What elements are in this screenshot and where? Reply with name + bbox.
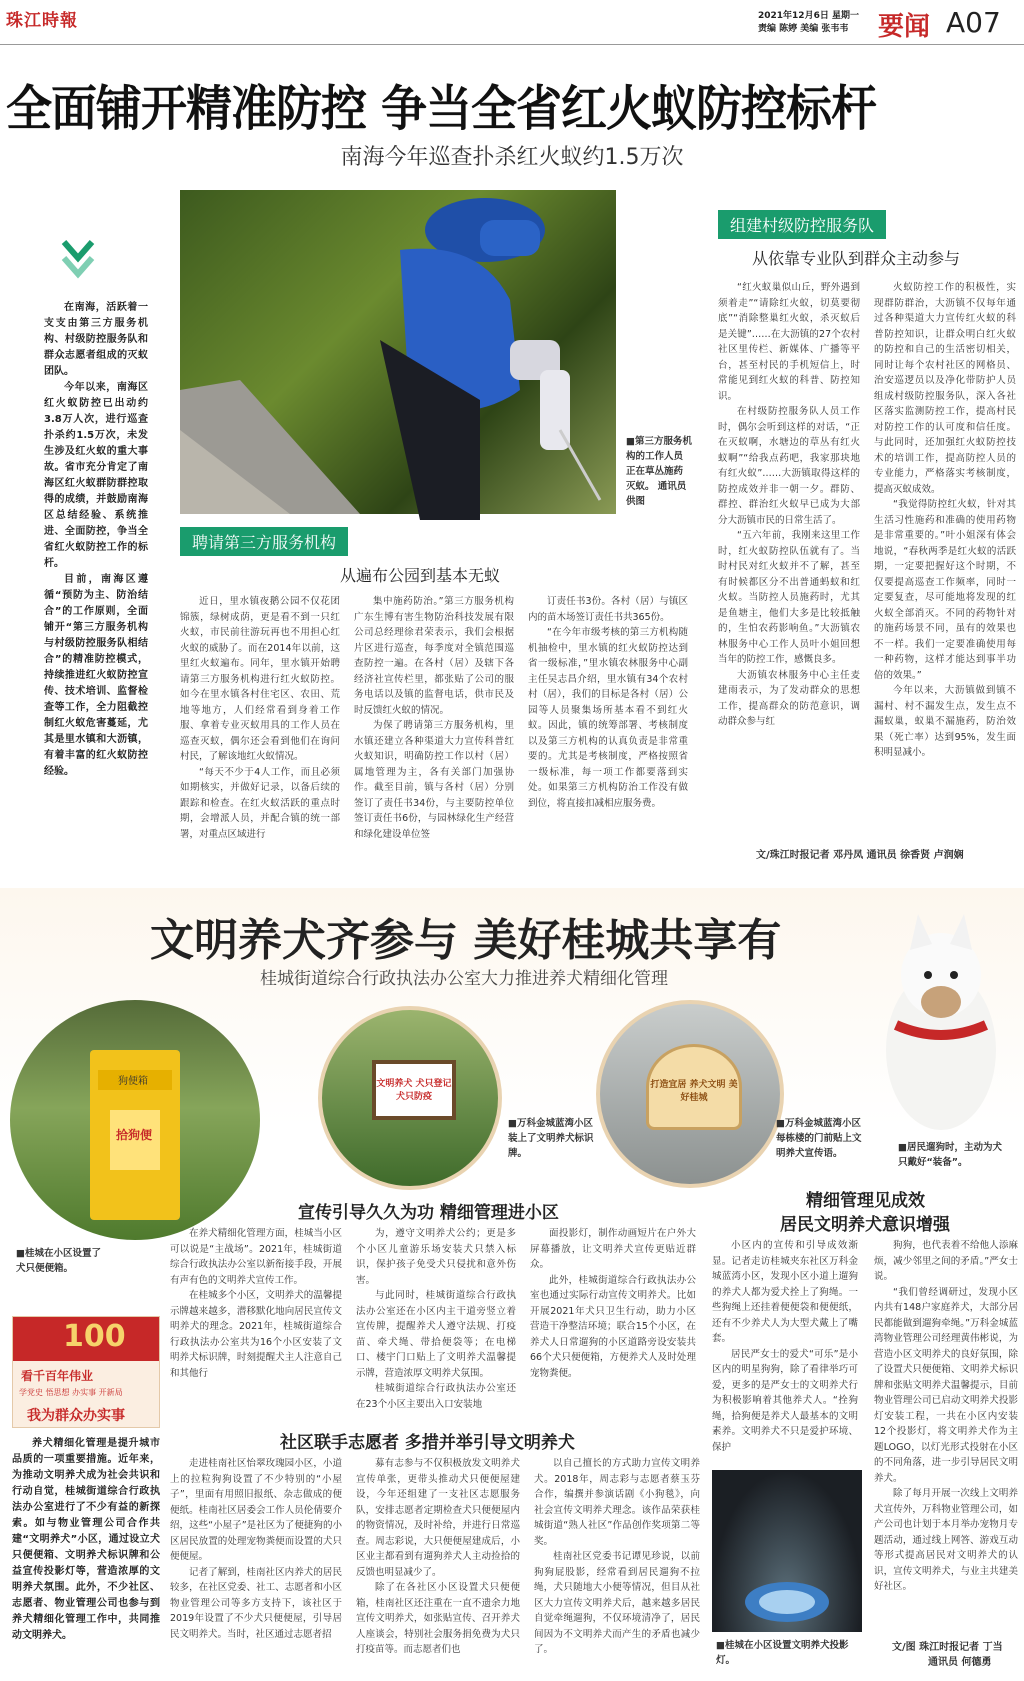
- badge-title: 我为群众办实事: [27, 1408, 125, 1424]
- body-paragraph: “每天不少于4人工作，而且必须如期核实，并做好记录，以备后续的跟踪和检查。在红火蚁活跃的重点时期，会增派人员，并配合镇的统一部署，对重点区域进行: [180, 766, 340, 840]
- sign-caption: ■万科金城蓝湾小区装上了文明养犬标识牌。: [508, 1118, 594, 1159]
- body-paragraph: 近日，里水镇夜鹅公园不仅花团锦簇，绿树成荫，更是看不到一只红火蚁，市民前往游玩再也不用担心红火蚁的威胁了。而在2014年以前，这里红火蚁遍布。同年，里水镇开始聘请第三方服务机构进行红火蚁防控。如今在里水镇各村住宅区、农田、荒地等地方，人们经常看到身着工作服、拿着专业灭蚁用具的工作人员在巡查灭蚁，偶尔还会看到他们在询问村民，了解该地红火蚁情况。: [180, 596, 340, 762]
- bin-caption: ■桂城在小区设置了犬只便便箱。: [16, 1248, 101, 1274]
- poster-caption: ■万科金城蓝湾小区每栋楼的门前贴上文明养犬宣传语。: [776, 1118, 862, 1159]
- body-paragraph: “在今年市级考核的第三方机构随机抽检中，里水镇的红火蚁防控达到省一级标准，”里水镇农林服务中心副主任吴志昌介绍，里水镇有34个农村村（居），我们的目标是各村（居）公园等人员聚集场所基本看不到红火蚁。因此，镇的统筹部署、考核制度以及第三方机构的认真负责是非常重要的。尤其是考核制度，严格按照省一级标准，每一项工作都要落到实处。如果第三方机构防治工作没有做到位，将直接扣减相应服务费。: [528, 627, 688, 809]
- article2-sec3-col2: [356, 1456, 520, 1678]
- body-paragraph: 订责任书3份。各村（居）与镇区内的苗木场签订责任书共365份。: [528, 596, 688, 623]
- dog-photo: [866, 900, 1016, 1170]
- page-number: A07: [946, 6, 1001, 39]
- intro-paragraph: 目前，南海区遵循“预防为主、防治结合”的工作原则，全面铺开“第三方服务机构与村级防控服务队相结合”的精准防控模式，持续推进红火蚁防控宣传、技术培训、监督检查等工作，全力阻截控制红火蚁危害蔓延，尤其是里水镇和大沥镇，有着丰富的红火蚁防控经验。: [44, 574, 148, 777]
- article2-sec1-col1: [170, 1226, 342, 1402]
- byline-correspondent: 通讯员 何德勇: [928, 1657, 992, 1668]
- body-paragraph: “我觉得防控红火蚁，针对其生活习性施药和准确的使用药物是非常重要的。”叶小姐深有体会地说，“春秋两季是红火蚁的活跃期，一定要把握好这个时期，不仅要提高巡查工作频率，同时一定要复查，尽可能地将发现的红火蚁全部消灭。不同的药物针对的施药场景不同，虽有的效果也不一样。我们一定要准确使用每一种药物，这样才能达到事半功倍的效果。”: [874, 499, 1016, 681]
- sign-board: 文明养犬 犬只登记 犬只防疫: [372, 1060, 456, 1120]
- article1-byline: 文/珠江时报记者 邓丹凤 通讯员 徐香贤 卢润娴: [756, 850, 964, 861]
- body-paragraph: 以自己擅长的方式助力宣传文明养犬。2018年，周志彩与志愿者蔡玉芬合作，编撰并参演话剧《小狗毯》，向社会宣传文明养犬理念。该作品荣获桂城街道“熟人社区”作品创作奖项第二等奖。: [534, 1458, 700, 1547]
- projection-illustration: [712, 1470, 862, 1632]
- body-paragraph: 桂南社区党委书记谭见珍说，以前狗狗屁股影，经常看到居民遛狗不拉绳，犬只随地大小便等情况，但目从社区大力宣传文明养犬后，越来越多居民自觉牵绳遛狗，不仅环境清净了，居民间因为不文明养犬而产生的矛盾也减少了。: [534, 1551, 700, 1655]
- dog-waste-bin-photo: [10, 1000, 260, 1240]
- masthead-divider: [0, 44, 1024, 45]
- article1-sec2-col2: [874, 280, 1016, 820]
- body-paragraph: 火蚁防控工作的积极性，实现群防群治，大沥镇不仅每年通过各种渠道大力宣传红火蚁的科普防控知识，让群众明白红火蚁的防控和自己的生活密切相关，同时让每个农村社区的网格员、治安巡逻员以及净化带防护人员组成村级防控服务队，深入各社区落实监测防控工作，提高村民对防控工作的认可度和信任度。与此同时，还加强红火蚁防控技术的培训工作，提高防控人员的专业能力，严格落实考核制度，提高灭蚁成效。: [874, 282, 1016, 495]
- section-title-community: 从依靠专业队到群众主动参与: [752, 249, 961, 268]
- body-paragraph: 面投影灯，制作动画短片在户外大屏幕播放，让文明养犬宣传更贴近群众。: [530, 1228, 696, 1270]
- dog-illustration: [866, 900, 1016, 1170]
- body-paragraph: “红火蚁巢似山丘，野外遇到须着走”“请除红火蚁，切莫要彻底”“消除整巢红火蚁，杀灭蚁后是关键”……在大沥镇的27个农村社区里传栏、新媒体、广播等平台，甚至村民的手机短信上，时常能见到红火蚁的科普、防控知识。: [718, 282, 860, 402]
- badge-number: 100: [63, 1319, 126, 1354]
- badge-subslogan: 学党史 悟思想 办实事 开新局: [19, 1388, 123, 1397]
- section-title-results: 精细管理见成效: [806, 1191, 925, 1211]
- article1-sec1-col3: [528, 594, 688, 844]
- photo-caption: ■第三方服务机构的工作人员正在草丛施药灭蚁。 通讯员供图: [626, 436, 692, 507]
- section-title-publicity: 宣传引导久久为功 精细管理进小区: [298, 1203, 559, 1223]
- section-title-volunteers: 社区联手志愿者 多措并举引导文明养犬: [280, 1433, 575, 1453]
- body-paragraph: 桂城街道综合行政执法办公室还在23个小区主要出入口安装地: [356, 1383, 516, 1410]
- section-title-parks: 从遍布公园到基本无蚁: [340, 566, 501, 585]
- body-paragraph: 为，遵守文明养犬公约；更是多个小区儿童游乐场安装犬只禁入标识，保护孩子免受犬只侵扰和意外伤害。: [356, 1228, 516, 1286]
- article2-sec2-col2: [874, 1238, 1018, 1632]
- headline-dogs: 文明养犬齐参与 美好桂城共享有: [150, 915, 782, 966]
- section-tag-label: 聘请第三方服务机构: [180, 527, 348, 556]
- article1-sec2-col1: [718, 280, 860, 820]
- masthead-logo: 珠江時報: [6, 11, 78, 31]
- body-paragraph: 与此同时，桂城街道综合行政执法办公室还在小区内主干道旁竖立着宣传牌，提醒养犬人遵守法规、打疫苗、牵犬绳、带拾便袋等；在电梯口、楼宇门口贴上了文明养犬温馨提示牌，营造浓厚文明养犬氛围。: [356, 1290, 516, 1379]
- intro-paragraph: 养犬精细化管理是提升城市品质的一项重要措施。近年来，为推动文明养犬成为社会共识和行动自觉，桂城街道综合行政执法办公室进行了不少有益的新探索。如与物业管理公司合作共建“文明养犬”小区，通过设立犬只便便箱、文明养犬标识牌和公益宣传投影灯等，营造浓厚的文明养犬氛围。此外，不少社区、志愿者、物业管理公司也参与到养犬精细化管理工作中，共同推动文明养犬。: [12, 1438, 160, 1641]
- intro-paragraph: 在南海，活跃着一支支由第三方服务机构、村级防控服务队和群众志愿者组成的灭蚁团队。: [44, 302, 148, 377]
- bin-label: 拾狗便: [116, 1128, 153, 1142]
- article2-sec2-col1: [712, 1238, 858, 1470]
- section-title-results-sub: 居民文明养犬意识增强: [780, 1215, 950, 1235]
- byline-reporter: 文/图 珠江时报记者 丁当: [892, 1642, 1003, 1653]
- headline-fire-ants: 全面铺开精准防控 争当全省红火蚁防控标杆: [6, 79, 877, 137]
- body-paragraph: 除了在各社区小区设置犬只便便箱，桂南社区还注重在一直不遗余力地宣传文明养犬，如张贴宣传、召开养犬人座谈会，特别社会服务捐免费为犬只打疫苗等。而志愿者们也: [356, 1582, 520, 1655]
- body-paragraph: 集中施药防治。”第三方服务机构广东生博有害生物防治科技发展有限公司总经理徐君荣表示，我们会根据片区进行巡查，每季度对全镇范围巡查防控一遍。在各村（居）及辖下各经济社宣传栏里，都张贴了公司的服务电话以及镇的监督电话，供市民及时反馈红火蚁的情况。: [354, 596, 514, 716]
- body-paragraph: 狗狗，也代表着不给他人添麻烦，减少邻里之间的矛盾。”严女士说。: [874, 1240, 1018, 1282]
- article2-intro: [12, 1436, 160, 1676]
- poster-photo: [596, 1000, 784, 1188]
- article1-sec1-col2: [354, 594, 514, 844]
- bin-label-small: 狗便箱: [118, 1076, 148, 1087]
- subhead-dogs: 桂城街道综合行政执法办公室大力推进养犬精细化管理: [260, 969, 668, 989]
- sign-photo: [318, 1006, 502, 1190]
- poster-sticker: 打造宜居 养犬文明 美好桂城: [646, 1044, 742, 1130]
- body-paragraph: 记者了解到，桂南社区内养犬的居民较多，在社区党委、社工、志愿者和小区物业管理公司等多方支持下，该社区于2019年设置了不少犬只便便屋，引导居民文明养犬。当时，社区通过志愿者招: [170, 1566, 342, 1640]
- party-history-badge: [12, 1316, 160, 1428]
- article2-sec1-col2: [356, 1226, 516, 1410]
- article2-sec1-col3: [530, 1226, 696, 1402]
- article2-sec3-col1: [170, 1456, 342, 1678]
- bin-illustration: [10, 1000, 260, 1240]
- article1-intro: [44, 300, 148, 820]
- body-paragraph: 在桂城多个小区，文明养犬的温馨提示牌越来越多，潜移默化地向居民宣传文明养犬的理念。2021年，桂城街道综合行政执法办公室共为16个小区安装了文明养犬标识牌，时刻提醒犬主人注意自己和其他行: [170, 1290, 342, 1379]
- intro-paragraph: 今年以来，南海区红火蚁防控已出动约3.8万人次，进行巡查扑杀约1.5万次，未发生涉及红火蚁的重大事故。省市充分肯定了南海区红火蚁群防群控取得的成绩，并鼓励南海区总结经验、系统推进、全面防控，争当全省红火蚁防控工作的标杆。: [44, 382, 148, 569]
- body-paragraph: 在养犬精细化管理方面，桂城当小区可以说是“主战场”。2021年，桂城街道综合行政执法办公室以新衔接手段，开展有声有色的文明养犬宣传工作。: [170, 1228, 342, 1286]
- subhead-fire-ants: 南海今年巡查扑杀红火蚁约1.5万次: [340, 145, 684, 170]
- worker-illustration: [180, 190, 616, 514]
- section-tag-village: [718, 210, 886, 239]
- section-name: 要闻: [878, 12, 931, 42]
- body-paragraph: 大沥镇农林服务中心主任麦建雨表示，为了发动群众的思想工作，提高群众的防范意识，调动群众参与红: [718, 669, 860, 727]
- section-tag-label: 组建村级防控服务队: [718, 210, 886, 239]
- badge-slogan: 看千百年伟业: [21, 1369, 94, 1383]
- body-paragraph: 居民严女士的爱犬“可乐”是小区内的明星狗狗，除了看律举巧可爱，更多的是严女士的文明养犬行为积极影响着其他养犬人。“拴狗绳，拾狗便是养犬人最基本的文明素养。文明养犬不只是爱护环境、保护: [712, 1348, 858, 1453]
- projection-caption: ■桂城在小区设置文明养犬投影灯。: [716, 1640, 849, 1666]
- body-paragraph: 走进桂南社区怡翠玫瑰园小区，小道上的拉粒狗狗设置了不少特别的“小屋子”，里面有用照旧报纸、杂志做成的便便纸。桂南社区居委会工作人员伦倩要介绍，这些“小屋子”是社区为了便捷狗的小区居民放置的处理宠物粪便而设置的犬只便便屋。: [170, 1458, 342, 1562]
- article2-byline: [892, 1640, 1003, 1670]
- body-paragraph: 今年以来，大沥镇做到镇不漏村、村不漏发生点，发生点不漏蚁巢，蚁巢不漏施药，防治效果（死亡率）达到95%，发生面积明显减小。: [874, 685, 1016, 758]
- projection-light-photo: [712, 1470, 862, 1632]
- dog-caption: ■居民遛狗时，主动为犬只戴好“装备”。: [898, 1142, 1002, 1168]
- body-paragraph: 募有志参与不仅积极放发文明养犬宣传单张，更带头推动犬只便便屋建设，今年还组建了一支社区志愿服务队，安排志愿者定期检查犬只便便屋内的物资情况，及时补给，并进行日常巡查。周志彩说，大只便便屋建成后，小区业主都看到有遛狗养犬人主动捡拾的反馈也明显减少了。: [356, 1458, 520, 1578]
- issue-date: 2021年12月6日 星期一: [758, 11, 859, 21]
- fire-ant-worker-photo: [180, 190, 616, 514]
- body-paragraph: “五六年前，我刚来这里工作时，红火蚁防控队伍就有了。当时村民对红火蚁并不了解，甚至有时候都区分不出普通蚂蚁和红火蚁。当防控人员施药时，尤其是鱼塘主，他们大多是比较抵触的，生怕农药影响鱼。”大沥镇农林服务中心工作人员叶小姐回想当年的防控工作，感慨良多。: [718, 530, 860, 665]
- body-paragraph: 为保了聘请第三方服务机构，里水镇还建立各种渠道大力宣传科普红火蚁知识，明确防控工作以村（居）属地管理为主，各有关部门加强协作。截至目前，镇与各村（居）分别签订了责任书34份，与主要防控单位签订责任书6份，与园林绿化生产经营和绿化建设单位签: [354, 720, 514, 840]
- body-paragraph: 在村级防控服务队人员工作时，偶尔会听到这样的对话，“正在灭蚁啊，水塘边的草丛有红火蚁啊”“给我点药吧，我家那块地有红火蚁”……大沥镇取得这样的防控成效并非一朝一夕。群防、群控、群治红火蚁早已成为大部分大沥镇市民的日常生活了。: [718, 406, 860, 526]
- body-paragraph: 此外，桂城街道综合行政执法办公室也通过实际行动宣传文明养犬。比如开展2021年犬只卫生行动，助力小区营造干净整洁环境；联合15个小区，在养犬人日常遛狗的小区道路旁设安装共66个犬只便便箱，方便养犬人及时处理宠物粪便。: [530, 1274, 696, 1379]
- section-tag-third-party: [180, 527, 348, 556]
- article2-sec3-col3: [534, 1456, 700, 1678]
- body-paragraph: 除了每月开展一次线上文明养犬宣传外，万科物业管理公司，如产公司也计划于本月举办宠物月专题活动，通过线上网答、游戏互动等形式提高居民对文明养犬的认识，宣传文明养犬，与业主共建美好社区。: [874, 1488, 1018, 1592]
- body-paragraph: 小区内的宣传和引导成效渐显。记者走访桂城夹东社区万科金城蓝湾小区，发现小区小道上遛狗的养犬人都为爱犬拴上了狗绳。一些狗绳上还挂着便便袋和便便纸，还有不少养犬人为大型犬戴上了嘴套。: [712, 1240, 858, 1344]
- masthead-date: [758, 10, 859, 36]
- article1-sec1-col1: [180, 594, 340, 844]
- editor-credits: 责编 陈婷 美编 张韦韦: [758, 24, 849, 34]
- chevron-down-icon: [62, 238, 94, 280]
- body-paragraph: “我们曾经调研过，发现小区内共有148户家庭养犬，大部分居民都能做到遛狗牵绳。”万科金城蓝湾物业管理公司经理黄伟彬说，为营造小区文明养犬的良好氛围，除了设置犬只便便箱、文明养犬标识牌和张贴文明养犬温馨提示，目前物业管理公司已启动文明养犬投影灯安装工程，一共在小区内安装12个投影灯，将文明养犬作为主题LOGO，以灯光形式投射在小区的不同角落，进一步引导居民文明养犬。: [874, 1286, 1018, 1484]
